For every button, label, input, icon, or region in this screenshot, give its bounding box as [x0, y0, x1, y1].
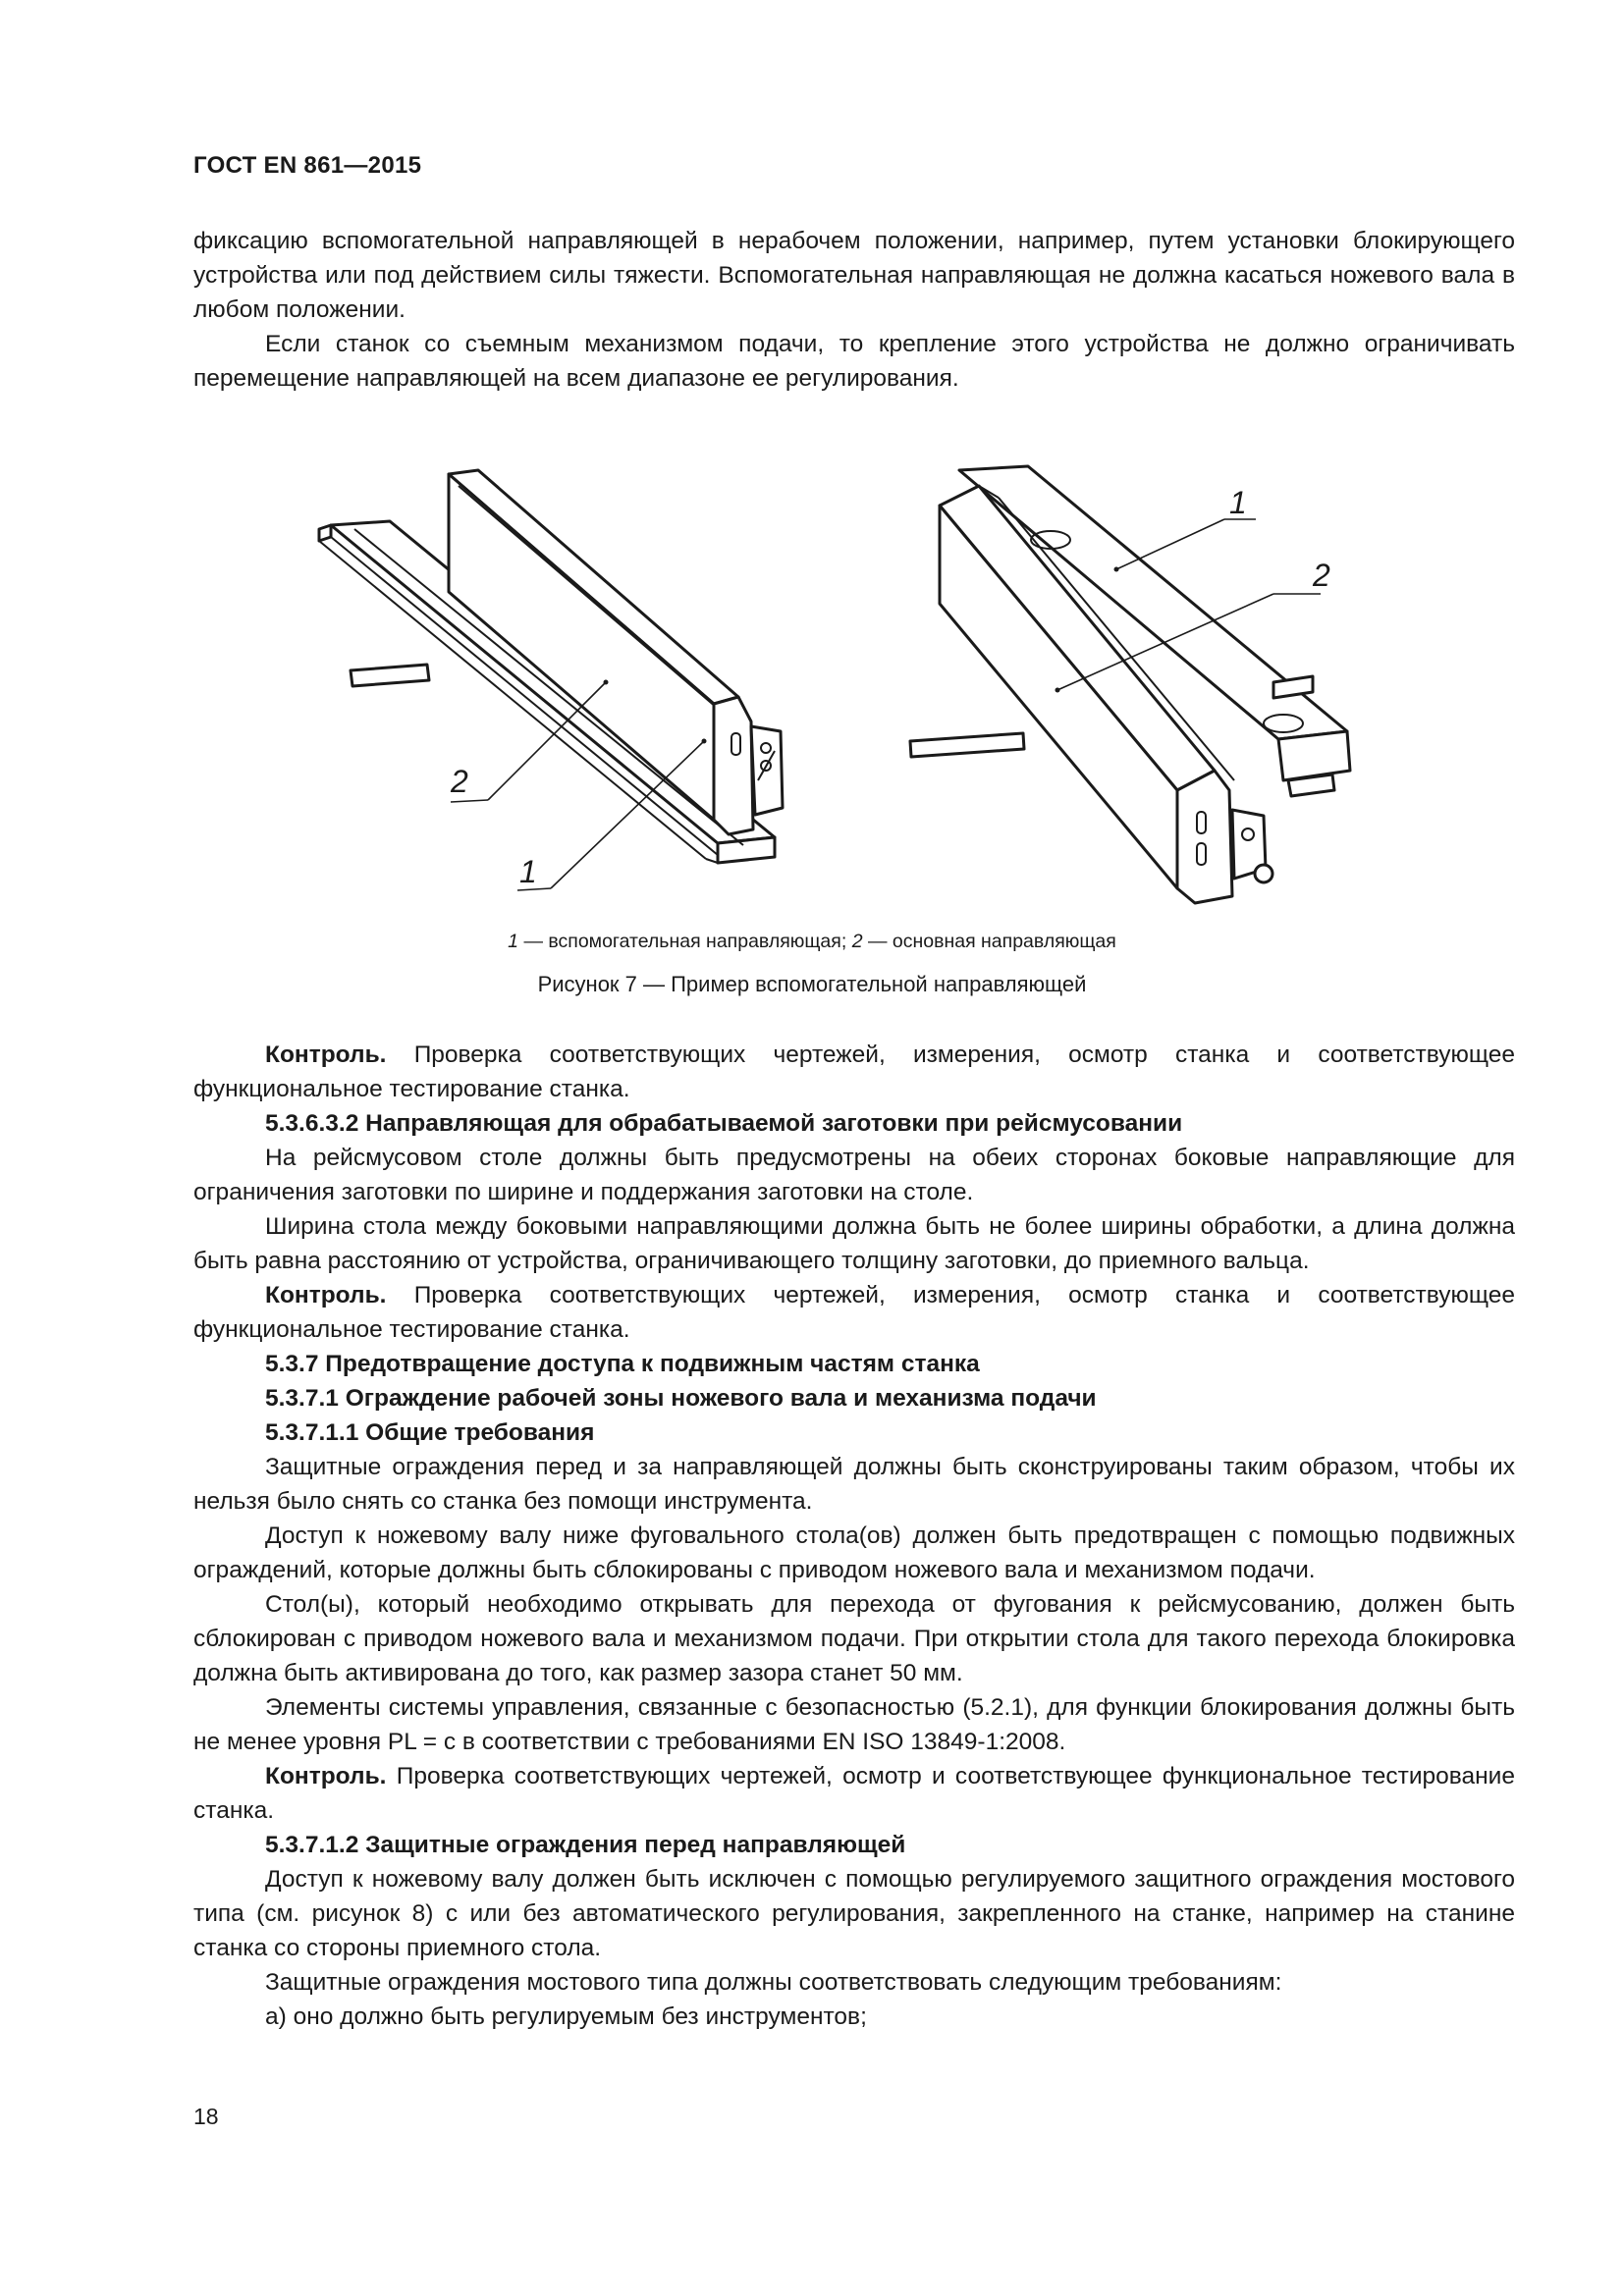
left-label-1: 1 [519, 854, 537, 889]
control-text: Проверка соответствующих чертежей, измерения, осмотр станка и соответствующее функциональное тестирование станка. [193, 1282, 1515, 1343]
section-heading: 5.3.7 Предотвращение доступа к подвижным частям станка [265, 1351, 980, 1377]
legend-number-2: 2 [851, 931, 863, 952]
document-header: ГОСТ EN 861—2015 [193, 152, 422, 179]
section-heading: 5.3.6.3.2 Направляющая для обрабатываемой заготовки при рейсмусовании [265, 1110, 1183, 1137]
right-label-1: 1 [1229, 485, 1247, 520]
intro-text [193, 224, 1515, 396]
paragraph: Элементы системы управления, связанные с безопасностью (5.2.1), для функции блокирования должны быть не менее уровня PL = c в соответствии с требованиями EN ISO 13849-1:2008. [193, 1694, 1515, 1755]
figure-caption: Рисунок 7 — Пример вспомогательной направляющей [537, 972, 1087, 996]
paragraph: фиксацию вспомогательной направляющей в нерабочем положении, например, путем установки блокирующего устройства или под действием силы тяжести. Вспомогательная направляющая не должна касаться ножевого вала в любом положении. [193, 228, 1515, 323]
page-number: 18 [193, 2104, 219, 2129]
paragraph: Доступ к ножевому валу должен быть исключен с помощью регулируемого защитного ограждения мостового типа (см. рисунок 8) с или без автоматического регулирования, закрепленного на станке, например на станине станка со стороны приемного стола. [193, 1866, 1515, 1961]
section-heading: 5.3.7.1.1 Общие требования [265, 1419, 595, 1446]
section-heading: 5.3.7.1 Ограждение рабочей зоны ножевого вала и механизма подачи [265, 1385, 1097, 1412]
paragraph: Стол(ы), который необходимо открывать для перехода от фугования к рейсмусованию, должен быть сблокирован с приводом ножевого вала и механизмом подачи. При открытии стола для такого перехода блокировка должна быть активирована до того, как размер зазора станет 50 мм. [193, 1591, 1515, 1686]
control-paragraph [193, 1759, 1515, 1828]
paragraph: На рейсмусовом столе должны быть предусмотрены на обеих сторонах боковые направляющие для ограничения заготовки по ширине и поддержания заготовки на столе. [193, 1145, 1515, 1205]
control-label: Контроль. [265, 1763, 387, 1789]
legend-text-2: — основная направляющая [862, 931, 1116, 952]
control-label: Контроль. [265, 1041, 387, 1068]
paragraph: Доступ к ножевому валу ниже фуговального стола(ов) должен быть предотвращен с помощью подвижных ограждений, которые должны быть сблокированы с приводом ножевого вала и механизмом подачи. [193, 1522, 1515, 1583]
left-label-2: 2 [451, 764, 468, 799]
legend-number-1: 1 [508, 931, 519, 952]
control-paragraph [193, 1278, 1515, 1347]
paragraph: Защитные ограждения мостового типа должны соответствовать следующим требованиям: [265, 1969, 1282, 1996]
control-label: Контроль. [265, 1282, 387, 1308]
left-guide-drawing [319, 470, 783, 890]
section-heading: 5.3.7.1.2 Защитные ограждения перед направляющей [265, 1832, 906, 1858]
main-text [193, 1038, 1515, 2034]
right-guide-drawing [910, 466, 1350, 903]
legend-text-1: — вспомогательная направляющая; [518, 931, 852, 952]
paragraph: Если станок со съемным механизмом подачи, то крепление этого устройства не должно ограничивать перемещение направляющей на всем диапазоне ее регулирования. [193, 331, 1515, 392]
right-label-2: 2 [1313, 558, 1330, 593]
figure-7-drawing [193, 447, 1515, 918]
control-paragraph [193, 1038, 1515, 1106]
paragraph: Защитные ограждения перед и за направляющей должны быть сконструированы таким образом, чтобы их нельзя было снять со станка без помощи инструмента. [193, 1454, 1515, 1515]
figure-legend [0, 931, 1624, 953]
control-text: Проверка соответствующих чертежей, осмотр и соответствующее функциональное тестирование станка. [193, 1763, 1515, 1824]
list-item: а) оно должно быть регулируемым без инструментов; [265, 2003, 867, 2030]
control-text: Проверка соответствующих чертежей, измерения, осмотр станка и соответствующее функциональное тестирование станка. [193, 1041, 1515, 1102]
paragraph: Ширина стола между боковыми направляющими должна быть не более ширины обработки, а длина должна быть равна расстоянию от устройства, ограничивающего толщину заготовки, до приемного вальца. [193, 1213, 1515, 1274]
